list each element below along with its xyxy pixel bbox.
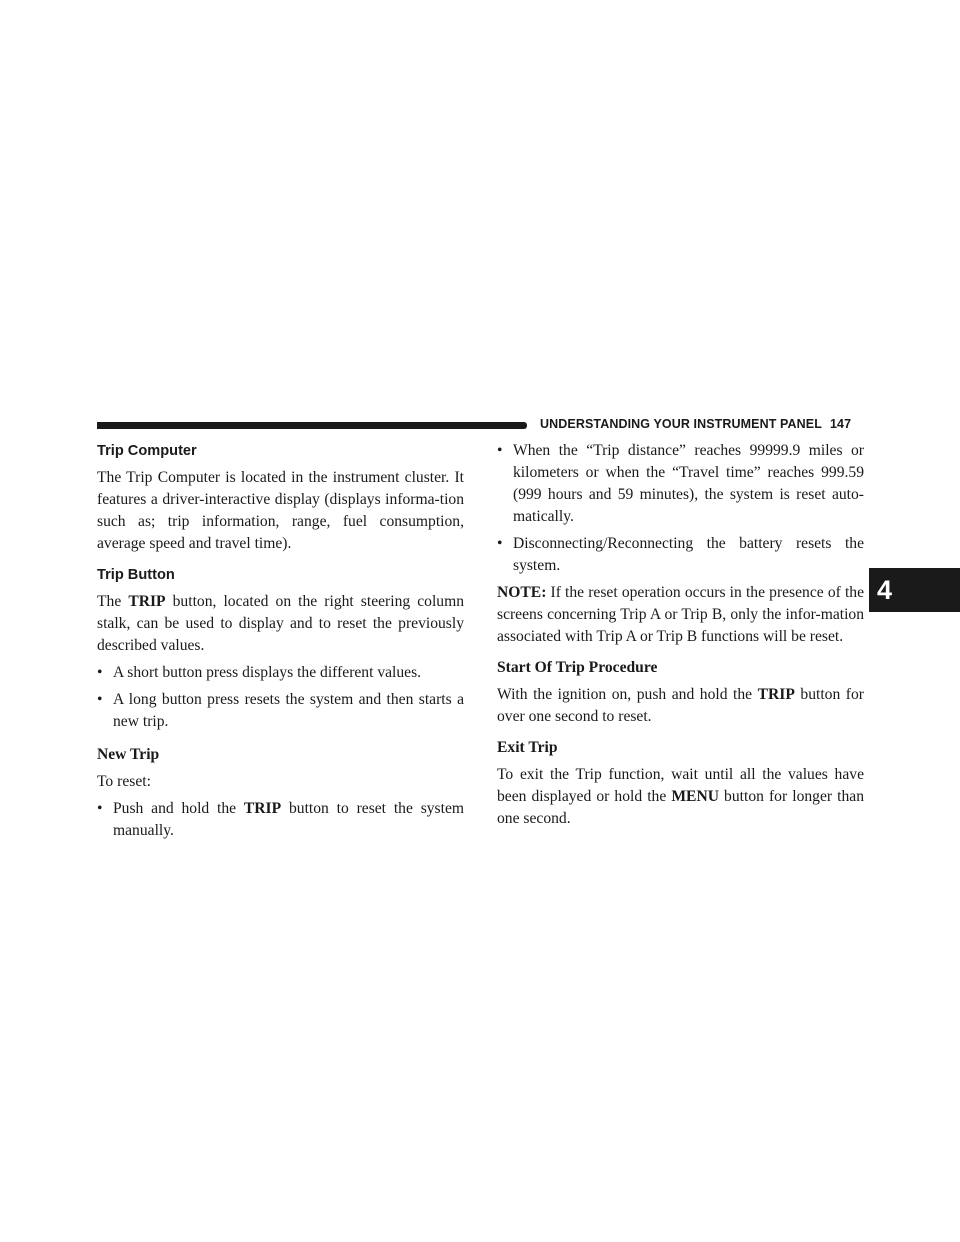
section-title: UNDERSTANDING YOUR INSTRUMENT PANEL — [540, 417, 822, 431]
paragraph-trip-computer: The Trip Computer is located in the instrument cluster. It features a driver-interactive display (displays informa-tion such as; trip information, range, fuel consumption, average speed and travel time). — [97, 469, 464, 552]
list-item: • Disconnecting/Reconnecting the battery resets the system. — [497, 535, 864, 574]
paragraph-start-of-trip: With the ignition on, push and hold the TRIP button for over one second to reset. — [497, 686, 864, 725]
paragraph-exit-trip: To exit the Trip function, wait until all the values have been displayed or hold the MENU button for longer than one second. — [497, 766, 864, 827]
heading-exit-trip: Exit Trip — [497, 739, 558, 756]
paragraph-to-reset: To reset: — [97, 773, 151, 790]
note-paragraph: NOTE: If the reset operation occurs in the presence of the screens concerning Trip A or Trip B, only the infor-mation associated with Trip A or Trip B functions will be reset. — [497, 584, 864, 645]
list-item: • When the “Trip distance” reaches 99999.9 miles or kilometers or when the “Travel time” reaches 999.59 (999 hours and 59 minutes), the system is reset auto-matically. — [497, 442, 864, 525]
list-item: • A short button press displays the different values. — [97, 664, 422, 681]
list-item: • A long button press resets the system and then starts a new trip. — [97, 691, 464, 730]
left-column — [97, 440, 464, 842]
paragraph-trip-button: The TRIP button, located on the right steering column stalk, can be used to display and to reset the previously described values. — [97, 593, 464, 654]
chapter-tab: 4 — [869, 568, 960, 612]
list-item: • Push and hold the TRIP button to reset the system manually. — [97, 800, 465, 839]
heading-trip-button: Trip Button — [97, 567, 175, 583]
heading-start-of-trip: Start Of Trip Procedure — [497, 659, 658, 676]
header-rule — [97, 422, 527, 429]
running-header — [540, 417, 851, 431]
heading-new-trip: New Trip — [97, 746, 160, 763]
heading-trip-computer: Trip Computer — [97, 443, 197, 459]
page-number: 147 — [829, 417, 852, 431]
right-column — [497, 440, 864, 830]
